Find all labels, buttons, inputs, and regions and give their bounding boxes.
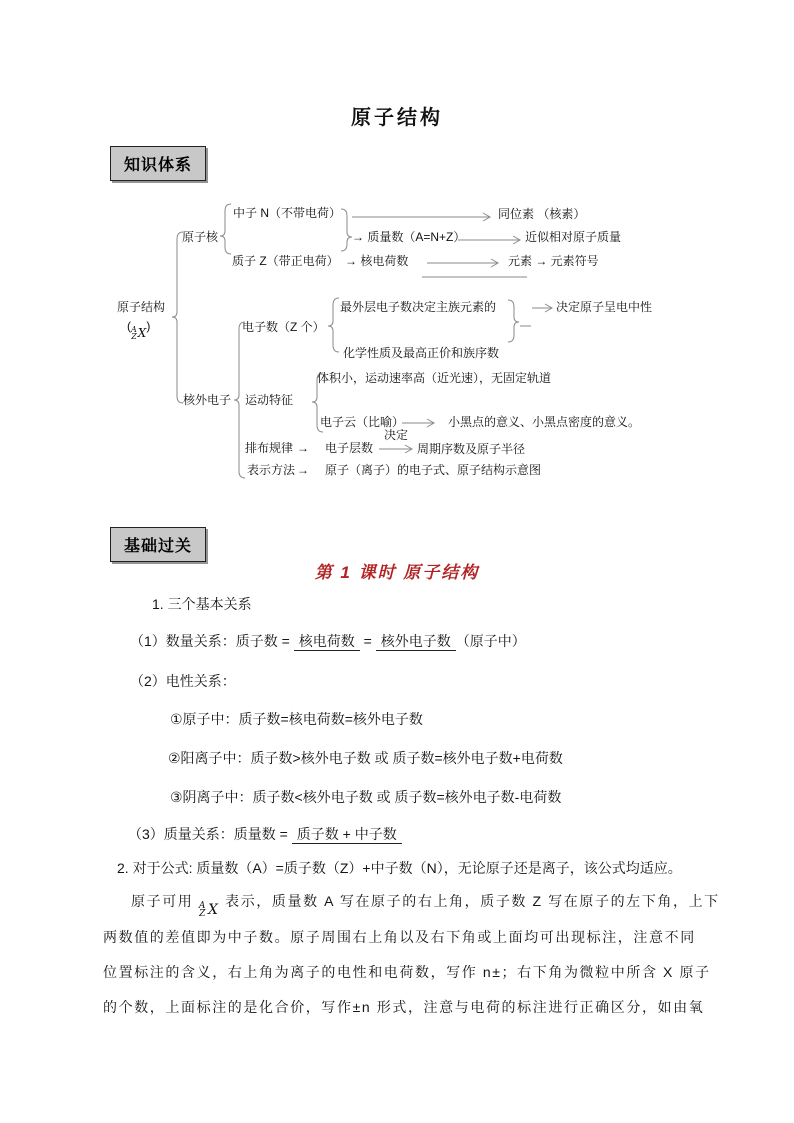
diagram-outer-line2: 化学性质及最高正价和族序数 [343,346,500,360]
azx-notation [199,902,220,918]
equals-sign: = [359,633,376,649]
diagram-mass-number: → 质量数（A=N+Z） [352,230,466,244]
diagram-determine: 决定 [384,428,409,442]
diagram-nuclear-charge: → 核电荷数 [345,254,409,268]
relation-quantity [130,633,526,650]
blank-extranuclear-electrons: 核外电子数 [376,633,456,651]
paren-close: ) [146,319,151,333]
blank-protons-plus-neutrons: 质子数 + 中子数 [292,826,402,844]
diagram-representation: 表示方法 [247,463,296,477]
brace-root [172,232,183,403]
diagram-cloud: 电子云（比喻） [320,415,405,429]
diagram-neutron: 中子 N（不带电荷） [233,206,342,220]
diagram-repr-detail: 原子（离子）的电子式、原子结构示意图 [325,463,542,477]
arrow-cloud-meaning [402,419,434,427]
basics-badge: 基础过关 [110,527,206,562]
brace-extranuclear [234,322,245,478]
relation-quantity-suffix: （原子中） [455,633,526,649]
diagram-neutrality: 决定原子呈电中性 [556,300,653,314]
diagram-motion-detail: 体积小，运动速率高（近光速），无固定轨道 [317,371,552,385]
azx-notation [131,326,146,340]
diagram-isotope: 同位素 （核素） [498,207,586,221]
proton-number-symbol: Z [131,332,137,341]
arrow-to-neutrality [532,304,552,312]
relation-charge-atom: ①原子中：质子数=核电荷数=核外电子数 [170,711,423,727]
diagram-nucleus: 原子核 [182,230,219,244]
relation-charge-heading: （2）电性关系： [130,673,236,689]
diagram-shells: 电子层数 [325,441,374,455]
paragraph-line-3: 位置标注的含义，右上角为离子的电性和电荷数，写作 n±；右下角为微粒中所含 X 原子 [103,964,711,980]
brace-nucleus [220,204,231,254]
relation-charge-anion: ③阴离子中：质子数<核外电子数 或 质子数=核外电子数-电荷数 [170,789,562,805]
diagram-extranuclear: 核外电子 [183,393,232,407]
diagram-electron-count: 电子数（Z 个） [242,320,325,334]
brace-mass-close [341,209,352,251]
paragraph-line-1b: 表示，质量数 A 写在原子的右上角，质子数 Z 写在原子的左下角，上下 [225,893,720,909]
element-symbol-x: X [137,326,147,340]
page-title: 原子结构 [351,107,443,129]
diagram-cloud-meaning: 小黑点的意义、小黑点密度的意义。 [448,415,641,429]
arrow-glyph: → [297,441,309,455]
list-item-1: 1. 三个基本关系 [152,596,252,612]
diagram-outer-line1: 最外层电子数决定主族元素的 [340,300,497,314]
knowledge-system-badge: 知识体系 [110,146,206,181]
arrow-to-isotope [352,213,490,221]
proton-number-symbol: Z [199,909,208,919]
relation-charge-cation: ②阳离子中：质子数>核外电子数 或 质子数=核外电子数+电荷数 [168,750,563,766]
mass-number-symbol: A [131,325,137,334]
diagram-arrangement: 排布规律 [245,441,294,455]
diagram-root-label: 原子结构 [117,300,166,314]
lesson-title: 第 1 课时 原子结构 [314,563,480,582]
brace-outer-close [508,300,519,342]
paren-open: ( [127,319,131,333]
diagram-period: 周期序数及原子半径 [417,442,526,456]
mass-number-symbol: A [198,901,208,911]
list-item-2: 2. 对于公式: 质量数（A）=质子数（Z）+中子数（N），无论原子还是离子，该公式均适应。 [117,860,682,876]
relation-mass [128,826,402,843]
arrow-determine [379,445,412,453]
paragraph-line-2: 两数值的差值即为中子数。原子周围右上角以及右下角或上面均可出现标注，注意不同 [103,929,696,945]
diagram-proton: 质子 Z（带正电荷） [232,254,339,268]
diagram-element-chain: 元素 → 元素符号 [508,254,599,268]
paragraph-line-1a: 原子可用 [131,893,194,909]
paragraph-line-1 [131,893,720,918]
relation-quantity-prefix: （1）数量关系：质子数 = [130,633,294,649]
diagram-motion: 运动特征 [245,393,294,407]
arrow-to-approx-mass [458,236,520,244]
blank-nuclear-charge: 核电荷数 [294,633,360,651]
arrow-to-element [427,259,498,267]
element-symbol-x: X [208,902,220,918]
diagram-root-symbol [127,319,150,340]
diagram-approx-mass: 近似相对原子质量 [525,230,622,244]
paragraph-line-4: 的个数，上面标注的是化合价，写作±n 形式，注意与电荷的标注进行正确区分，如由氧 [103,999,705,1015]
relation-mass-prefix: （3）质量关系：质量数 = [128,826,292,842]
brace-electron-count [328,298,339,352]
arrow-glyph: → [297,463,309,477]
